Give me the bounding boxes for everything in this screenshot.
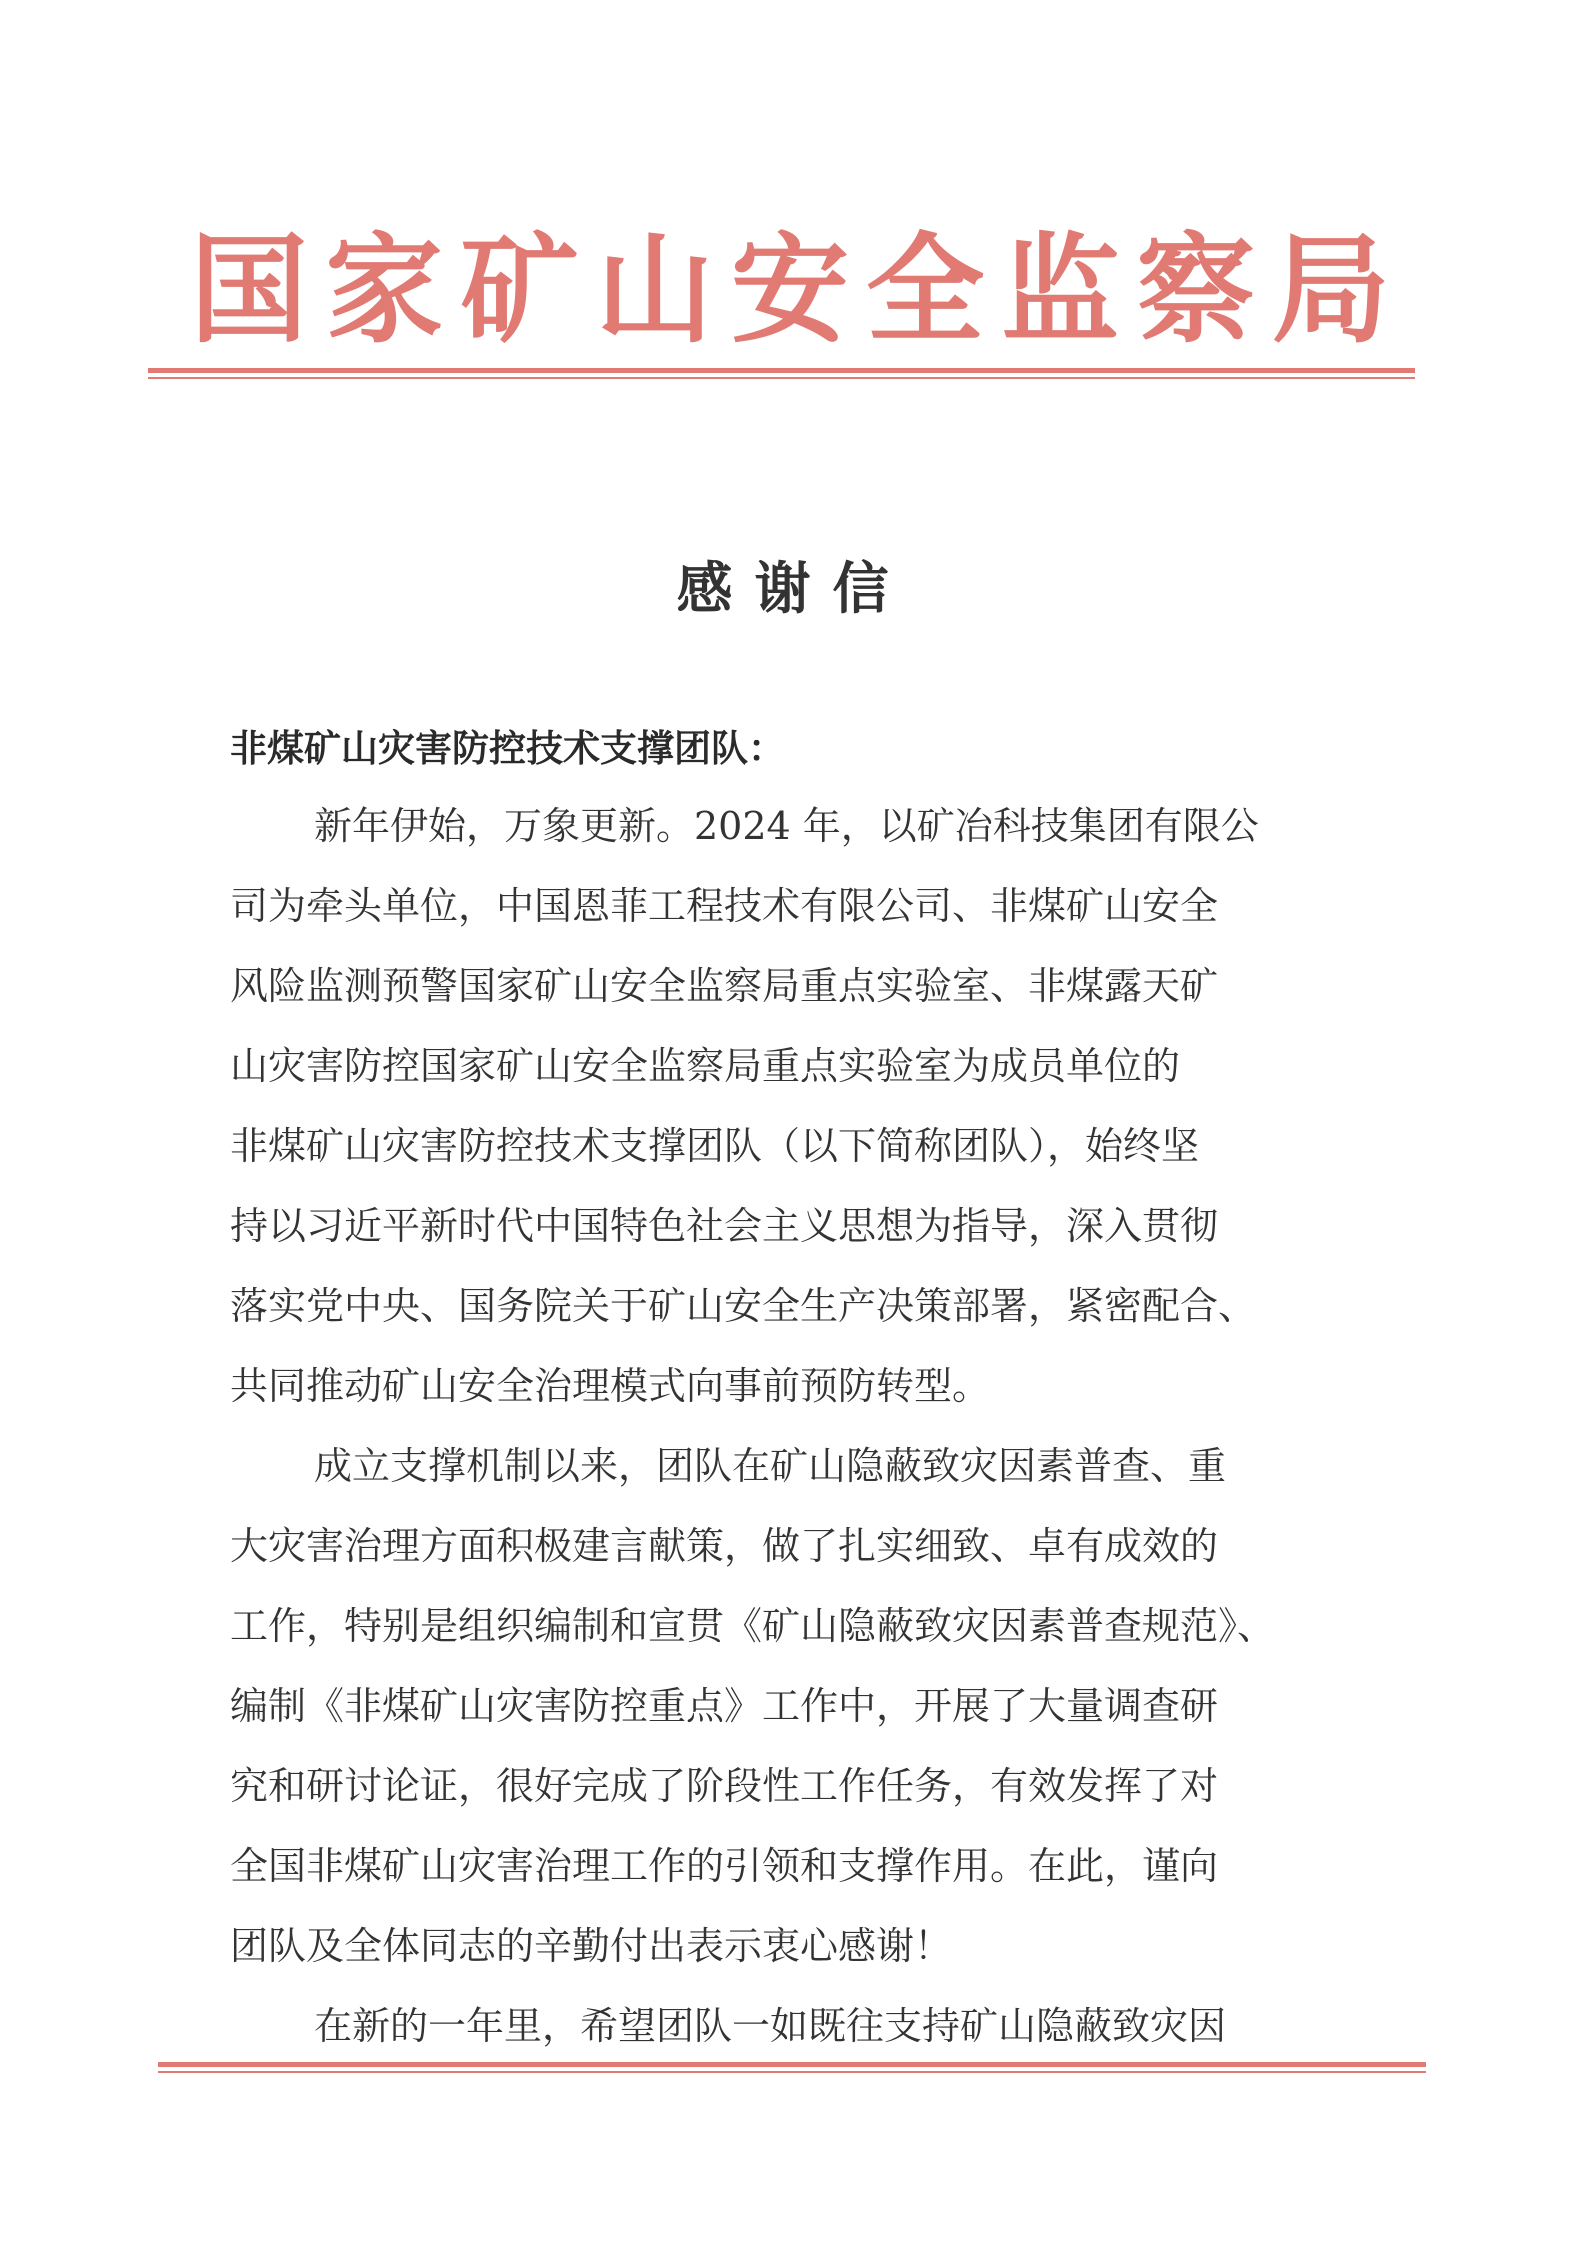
text-line: 持以习近平新时代中国特色社会主义思想为指导，深入贯彻	[230, 1204, 1219, 1248]
letterhead	[190, 215, 1390, 365]
letterhead-char: 国	[190, 220, 309, 359]
text-line: 非煤矿山灾害防控技术支撑团队（以下简称团队），始终坚	[230, 1124, 1200, 1168]
letter-title: 感谢信	[676, 556, 911, 622]
footer-divider	[158, 2062, 1426, 2073]
text-line: 究和研讨论证，很好完成了阶段性工作任务，有效发挥了对	[230, 1764, 1219, 1808]
letterhead-char: 局	[1271, 220, 1390, 359]
letterhead-char: 监	[1001, 220, 1120, 359]
text-line: 成立支撑机制以来，团队在矿山隐蔽致灾因素普查、重	[314, 1444, 1227, 1488]
text-line: 共同推动矿山安全治理模式向事前预防转型。	[230, 1364, 991, 1408]
letterhead-char: 矿	[460, 220, 579, 359]
text-line: 司为牵头单位，中国恩菲工程技术有限公司、非煤矿山安全	[230, 884, 1219, 928]
letterhead-divider	[148, 368, 1415, 379]
letterhead-char: 家	[325, 220, 444, 359]
letterhead-char: 察	[1136, 220, 1255, 359]
text-line: 山灾害防控国家矿山安全监察局重点实验室为成员单位的	[230, 1044, 1181, 1088]
text-line: 团队及全体同志的辛勤付出表示衷心感谢！	[230, 1924, 953, 1968]
letter-body	[230, 786, 1350, 2066]
text-line: 风险监测预警国家矿山安全监察局重点实验室、非煤露天矿	[230, 964, 1219, 1008]
text-line: 编制《非煤矿山灾害防控重点》工作中，开展了大量调查研	[230, 1684, 1219, 1728]
paragraph	[230, 1426, 1350, 1986]
text-line: 落实党中央、国务院关于矿山安全生产决策部署，紧密配合、	[230, 1284, 1257, 1328]
text-line: 新年伊始，万象更新。2024 年，以矿冶科技集团有限公	[314, 804, 1259, 848]
text-line: 大灾害治理方面积极建言献策，做了扎实细致、卓有成效的	[230, 1524, 1219, 1568]
paragraph	[230, 1986, 1350, 2066]
letterhead-char: 山	[595, 220, 714, 359]
letterhead-char: 全	[866, 220, 985, 359]
text-line: 在新的一年里，希望团队一如既往支持矿山隐蔽致灾因	[314, 2004, 1227, 2048]
letterhead-char: 安	[730, 220, 849, 359]
salutation: 非煤矿山灾害防控技术支撑团队：	[230, 727, 785, 770]
text-line: 工作，特别是组织编制和宣贯《矿山隐蔽致灾因素普查规范》、	[230, 1604, 1276, 1648]
paragraph	[230, 786, 1350, 1426]
text-line: 全国非煤矿山灾害治理工作的引领和支撑作用。在此，谨向	[230, 1844, 1219, 1888]
